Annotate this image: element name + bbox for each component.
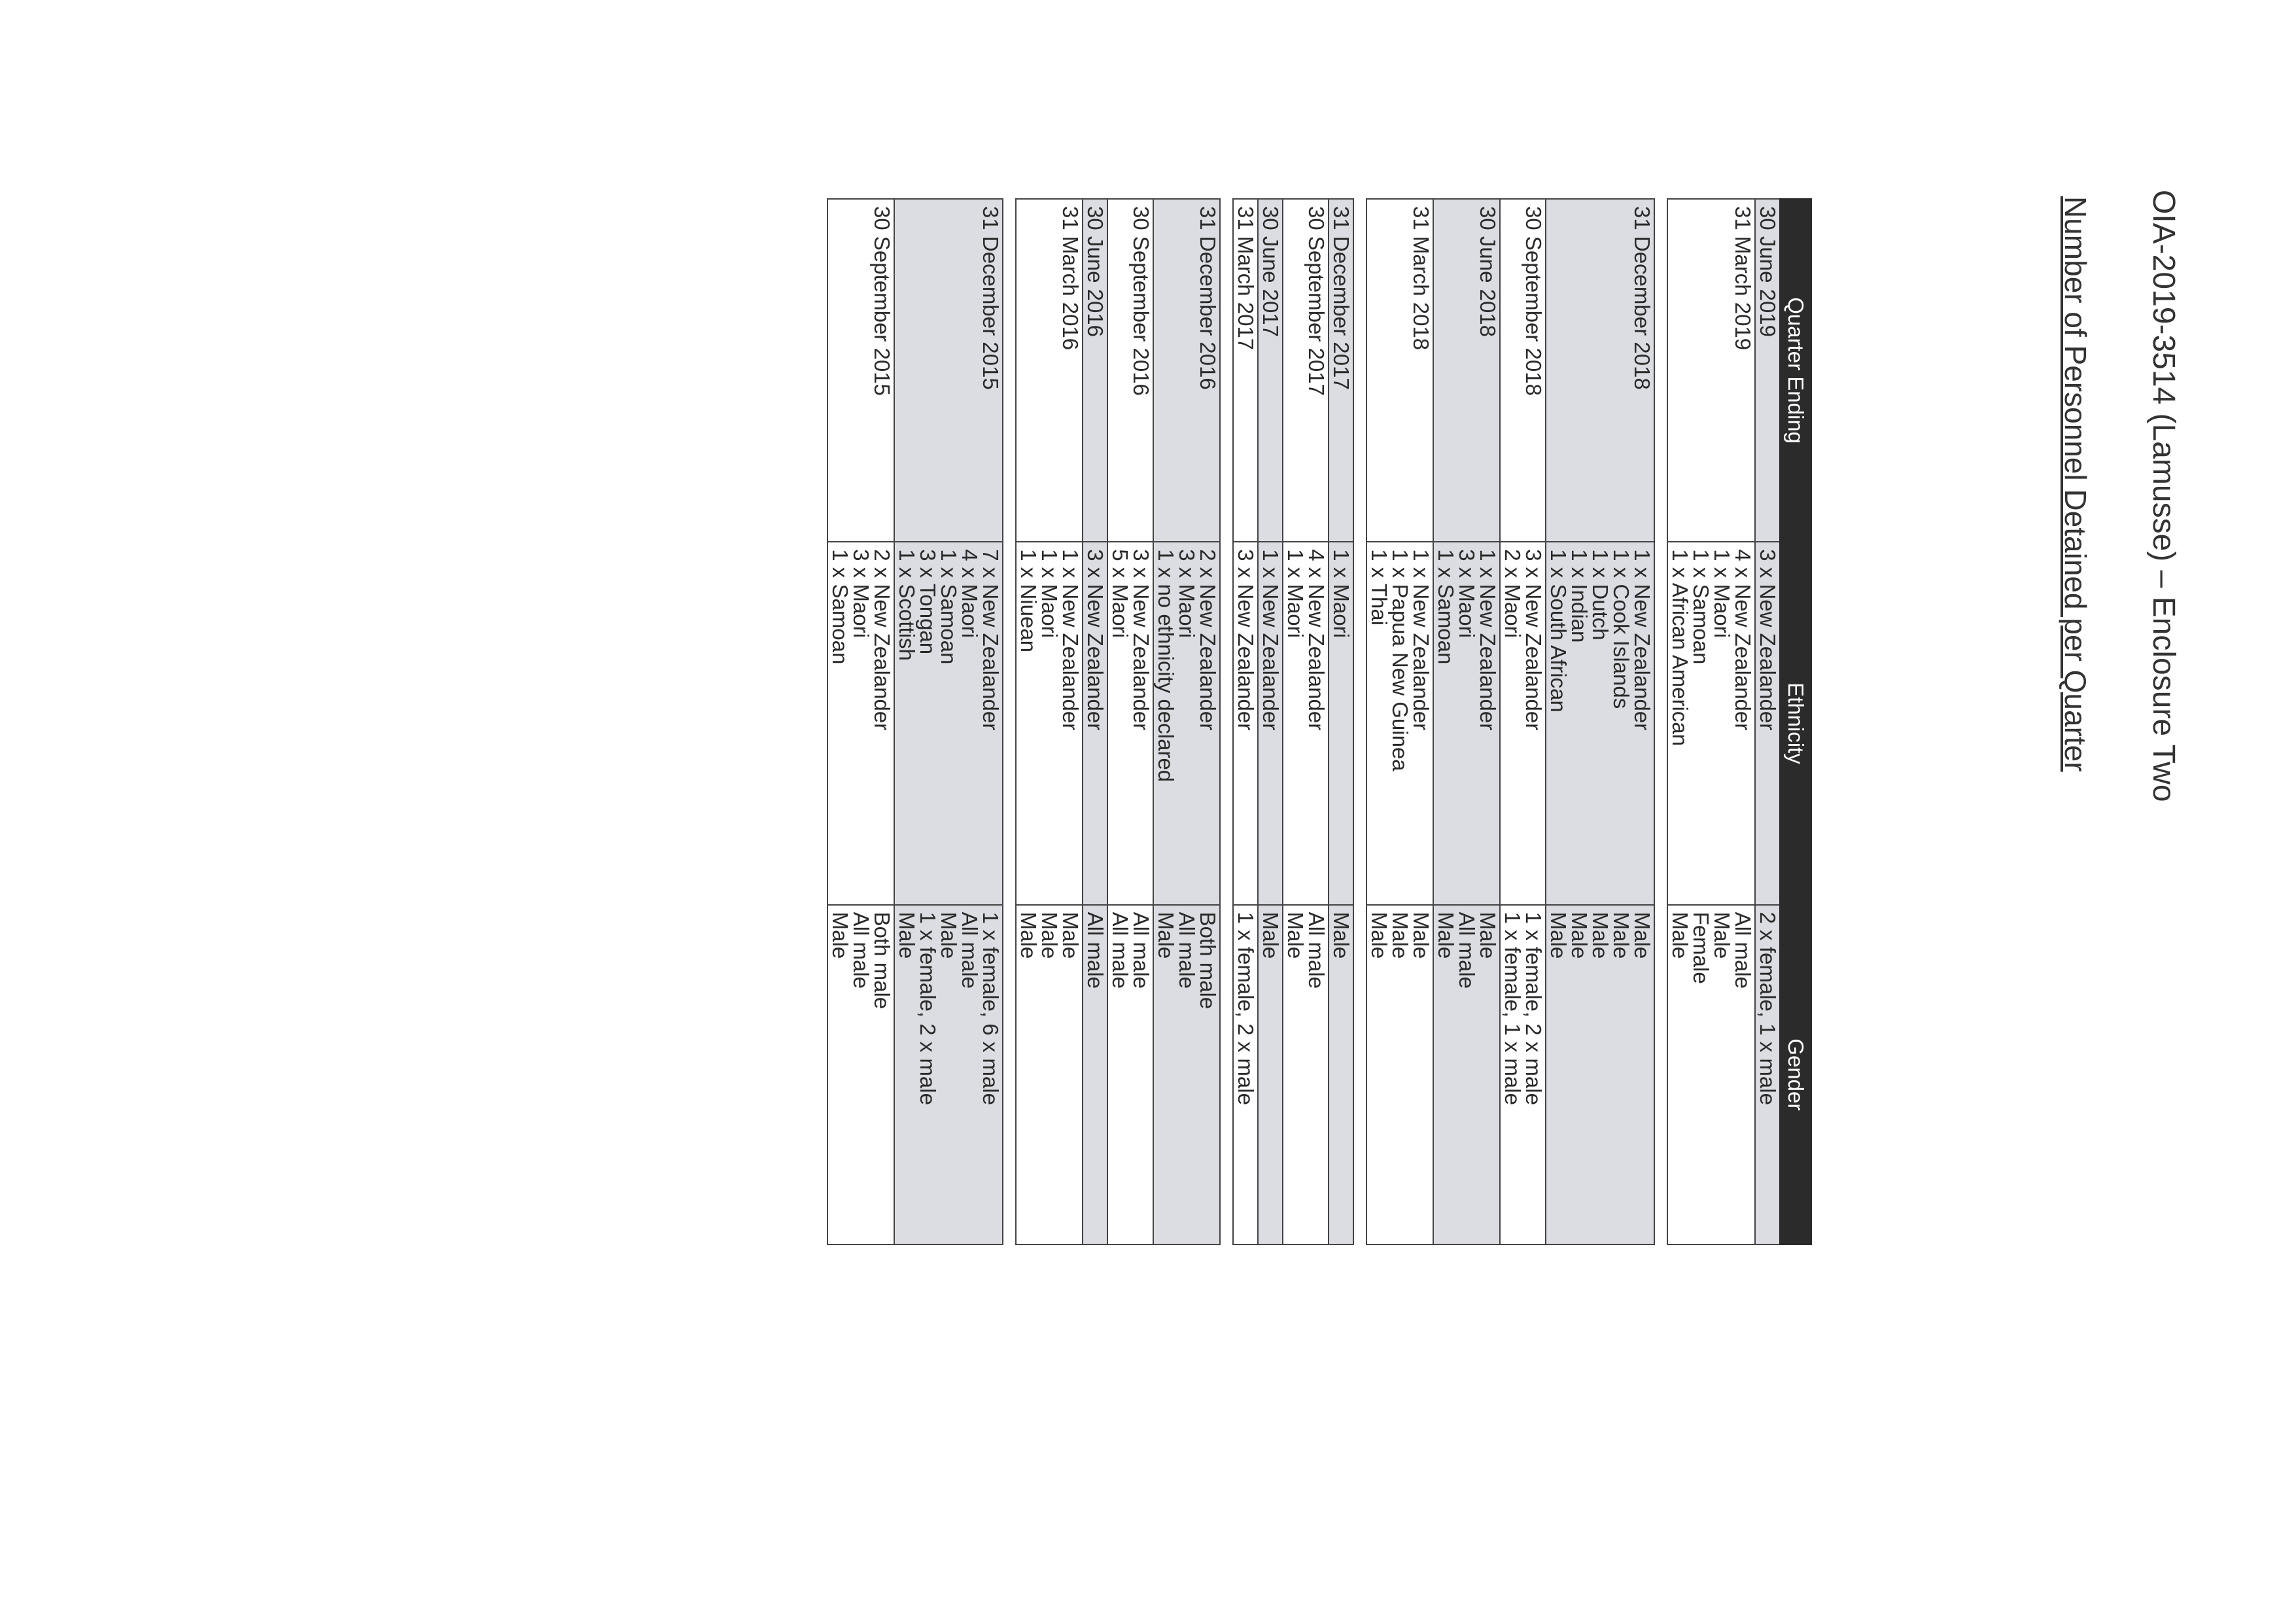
- ethnicity-entry: 1 x Samoan: [828, 549, 852, 665]
- gender-entry: Male: [895, 911, 919, 959]
- ethnicity-cell: [1667, 542, 1755, 904]
- quarter-cell: [1283, 199, 1329, 542]
- table-row: [1107, 199, 1153, 1244]
- ethnicity-entry: 1 x Cook Islands: [1609, 549, 1633, 709]
- ethnicity-entry: 1 x New Zealander: [1409, 549, 1433, 731]
- header-quarter-ending: Quarter Ending: [1780, 199, 1811, 542]
- ethnicity-entry: 1 x Dutch: [1588, 549, 1612, 641]
- quarter-cell: [1546, 199, 1654, 542]
- ethnicity-cell: [1433, 542, 1500, 904]
- quarter-cell: [1433, 199, 1500, 542]
- gender-entry: Both male: [1196, 911, 1220, 1010]
- quarter-label: 30 September 2018: [1522, 206, 1546, 396]
- quarter-cell: [1329, 199, 1353, 542]
- ethnicity-entry: 3 x New Zealander: [1234, 549, 1258, 731]
- group-spacer-cell: [1353, 199, 1366, 1244]
- gender-entry: Male: [828, 911, 852, 959]
- detention-table: [827, 198, 1812, 1245]
- ethnicity-entry: 7 x New Zealander: [979, 549, 1003, 731]
- ethnicity-entry: 1 x Indian: [1567, 549, 1592, 643]
- ethnicity-entry: 3 x New Zealander: [1756, 549, 1780, 731]
- quarter-label: 31 December 2015: [979, 206, 1003, 390]
- quarter-cell: [1233, 199, 1258, 542]
- quarter-label: 31 December 2018: [1630, 206, 1654, 390]
- ethnicity-entry: 1 x South African: [1546, 549, 1571, 713]
- gender-entry: All male: [1731, 911, 1755, 989]
- gender-entry: Male: [1546, 911, 1571, 959]
- ethnicity-entry: 1 x African American: [1668, 549, 1692, 747]
- gender-entry: 1 x female, 2 x male: [1234, 911, 1258, 1105]
- document-subtitle: Number of Personnel Detained per Quarter: [2059, 196, 2093, 772]
- quarter-label: 31 March 2018: [1409, 206, 1433, 351]
- gender-entry: Both male: [870, 911, 894, 1010]
- ethnicity-cell: [1258, 542, 1283, 904]
- gender-entry: 1 x female, 6 x male: [979, 911, 1003, 1105]
- ethnicity-cell: [1233, 542, 1258, 904]
- ethnicity-entry: 3 x New Zealander: [1522, 549, 1546, 731]
- quarter-cell: [1667, 199, 1755, 542]
- gender-entry: Male: [1017, 911, 1041, 959]
- gender-cell: [1283, 905, 1329, 1244]
- gender-entry: All male: [1304, 911, 1329, 989]
- gender-entry: Male: [1388, 911, 1412, 959]
- ethnicity-cell: [1366, 542, 1433, 904]
- ethnicity-cell: [1546, 542, 1654, 904]
- gender-entry: Male: [1567, 911, 1592, 959]
- gender-cell: [1258, 905, 1283, 1244]
- ethnicity-entry: 1 x Maori: [1329, 549, 1353, 638]
- gender-cell: [1329, 905, 1353, 1244]
- group-spacer: [1220, 199, 1233, 1244]
- quarter-label: 31 March 2017: [1234, 206, 1258, 351]
- table-row: [1667, 199, 1755, 1244]
- gender-entry: 1 x female, 2 x male: [916, 911, 940, 1105]
- table-row: [827, 199, 894, 1244]
- gender-entry: Male: [1609, 911, 1633, 959]
- gender-entry: All male: [849, 911, 873, 989]
- ethnicity-entry: 3 x Tongan: [916, 549, 940, 655]
- ethnicity-entry: 1 x Samoan: [937, 549, 961, 665]
- table-row: [1283, 199, 1329, 1244]
- quarter-cell: [1258, 199, 1283, 542]
- gender-entry: All male: [1455, 911, 1479, 989]
- gender-cell: [1433, 905, 1500, 1244]
- quarter-label: 31 December 2016: [1196, 206, 1220, 390]
- group-spacer: [1003, 199, 1016, 1244]
- gender-entry: Male: [1668, 911, 1692, 959]
- quarter-cell: [894, 199, 1003, 542]
- ethnicity-entry: 1 x Maori: [1710, 549, 1734, 638]
- ethnicity-entry: 3 x Maori: [1455, 549, 1479, 638]
- ethnicity-cell: [1755, 542, 1780, 904]
- ethnicity-entry: 2 x New Zealander: [870, 549, 894, 731]
- group-spacer-cell: [1220, 199, 1233, 1244]
- group-spacer: [1353, 199, 1366, 1244]
- document-title: OIA-2019-3514 (Lamusse) – Enclosure Two: [2146, 190, 2181, 802]
- gender-entry: Male: [1409, 911, 1433, 959]
- gender-entry: Male: [1476, 911, 1500, 959]
- gender-entry: Male: [1434, 911, 1458, 959]
- gender-cell: [1233, 905, 1258, 1244]
- gender-cell: [894, 905, 1003, 1244]
- gender-entry: Male: [1630, 911, 1654, 959]
- gender-entry: Male: [1037, 911, 1062, 959]
- quarter-label: 30 September 2016: [1129, 206, 1153, 396]
- ethnicity-entry: 3 x Maori: [1175, 549, 1199, 638]
- ethnicity-cell: [1283, 542, 1329, 904]
- gender-entry: Female: [1689, 911, 1713, 984]
- quarter-cell: [1083, 199, 1107, 542]
- quarter-label: 30 September 2015: [870, 206, 894, 396]
- ethnicity-entry: 1 x Maori: [1283, 549, 1308, 638]
- gender-entry: 1 x female, 1 x male: [1501, 911, 1525, 1105]
- gender-cell: [1366, 905, 1433, 1244]
- ethnicity-entry: 1 x Scottish: [895, 549, 919, 661]
- gender-cell: [1107, 905, 1153, 1244]
- table-row: [1500, 199, 1546, 1244]
- table-row: [1258, 199, 1283, 1244]
- gender-entry: Male: [1367, 911, 1391, 959]
- quarter-label: 30 June 2019: [1756, 206, 1780, 338]
- gender-cell: [1667, 905, 1755, 1244]
- gender-cell: [1153, 905, 1220, 1244]
- ethnicity-entry: 1 x New Zealander: [1630, 549, 1654, 731]
- ethnicity-cell: [1329, 542, 1353, 904]
- gender-entry: Male: [1588, 911, 1612, 959]
- table-row: [1433, 199, 1500, 1244]
- ethnicity-entry: 3 x New Zealander: [1129, 549, 1153, 731]
- table-row: [1546, 199, 1654, 1244]
- gender-entry: Male: [1329, 911, 1353, 959]
- ethnicity-entry: 3 x New Zealander: [1083, 549, 1107, 731]
- gender-entry: All male: [1175, 911, 1199, 989]
- quarter-cell: [1500, 199, 1546, 542]
- ethnicity-cell: [1083, 542, 1107, 904]
- header-ethnicity: Ethnicity: [1780, 542, 1811, 904]
- gender-cell: [1016, 905, 1083, 1244]
- ethnicity-entry: 1 x Niuean: [1017, 549, 1041, 653]
- table-row: [1329, 199, 1353, 1244]
- gender-entry: Male: [1710, 911, 1734, 959]
- gender-entry: Male: [1283, 911, 1308, 959]
- ethnicity-entry: 2 x Maori: [1501, 549, 1525, 638]
- table-row: [894, 199, 1003, 1244]
- ethnicity-cell: [1016, 542, 1083, 904]
- ethnicity-entry: 1 x Samoan: [1689, 549, 1713, 665]
- quarter-cell: [1016, 199, 1083, 542]
- gender-entry: Male: [937, 911, 961, 959]
- gender-entry: All male: [958, 911, 982, 989]
- group-spacer-cell: [1003, 199, 1016, 1244]
- ethnicity-entry: 1 x Maori: [1037, 549, 1062, 638]
- ethnicity-entry: 4 x New Zealander: [1304, 549, 1329, 731]
- quarter-cell: [827, 199, 894, 542]
- gender-entry: All male: [1108, 911, 1132, 989]
- ethnicity-entry: 1 x New Zealander: [1476, 549, 1500, 731]
- ethnicity-entry: 1 x no ethnicity declared: [1154, 549, 1178, 783]
- ethnicity-entry: 1 x Papua New Guinea: [1388, 549, 1412, 771]
- table-row: [1233, 199, 1258, 1244]
- gender-entry: Male: [1259, 911, 1283, 959]
- quarter-cell: [1366, 199, 1433, 542]
- detention-table-container: [827, 198, 1812, 1245]
- table-row: [1366, 199, 1433, 1244]
- ethnicity-entry: 4 x New Zealander: [1731, 549, 1755, 731]
- table-row: [1016, 199, 1083, 1244]
- ethnicity-cell: [1107, 542, 1153, 904]
- gender-cell: [1083, 905, 1107, 1244]
- table-row: [1083, 199, 1107, 1244]
- gender-entry: Male: [1058, 911, 1083, 959]
- quarter-cell: [1755, 199, 1780, 542]
- gender-entry: 2 x female, 1 x male: [1756, 911, 1780, 1105]
- ethnicity-entry: 1 x Samoan: [1434, 549, 1458, 665]
- quarter-cell: [1153, 199, 1220, 542]
- quarter-label: 30 September 2017: [1304, 206, 1329, 396]
- gender-entry: 1 x female, 2 x male: [1522, 911, 1546, 1105]
- quarter-cell: [1107, 199, 1153, 542]
- ethnicity-entry: 2 x New Zealander: [1196, 549, 1220, 731]
- ethnicity-cell: [827, 542, 894, 904]
- gender-cell: [827, 905, 894, 1244]
- table-header-row: [1780, 199, 1811, 1244]
- ethnicity-entry: 1 x New Zealander: [1259, 549, 1283, 731]
- ethnicity-entry: 1 x Thai: [1367, 549, 1391, 626]
- ethnicity-cell: [1153, 542, 1220, 904]
- ethnicity-cell: [894, 542, 1003, 904]
- gender-cell: [1546, 905, 1654, 1244]
- ethnicity-entry: 3 x Maori: [849, 549, 873, 638]
- table-body: [827, 199, 1780, 1244]
- gender-entry: All male: [1129, 911, 1153, 989]
- group-spacer: [1654, 199, 1667, 1244]
- quarter-label: 31 December 2017: [1329, 206, 1353, 390]
- quarter-label: 31 March 2019: [1731, 206, 1755, 351]
- ethnicity-entry: 4 x Maori: [958, 549, 982, 638]
- gender-cell: [1500, 905, 1546, 1244]
- ethnicity-cell: [1500, 542, 1546, 904]
- table-row: [1153, 199, 1220, 1244]
- ethnicity-entry: 5 x Maori: [1108, 549, 1132, 638]
- quarter-label: 30 June 2017: [1259, 206, 1283, 338]
- ethnicity-entry: 1 x New Zealander: [1058, 549, 1083, 731]
- gender-entry: All male: [1083, 911, 1107, 989]
- quarter-label: 30 June 2016: [1083, 206, 1107, 338]
- header-gender: Gender: [1780, 905, 1811, 1244]
- gender-entry: Male: [1154, 911, 1178, 959]
- table-row: [1755, 199, 1780, 1244]
- group-spacer-cell: [1654, 199, 1667, 1244]
- quarter-label: 31 March 2016: [1058, 206, 1083, 351]
- gender-cell: [1755, 905, 1780, 1244]
- quarter-label: 30 June 2018: [1476, 206, 1500, 338]
